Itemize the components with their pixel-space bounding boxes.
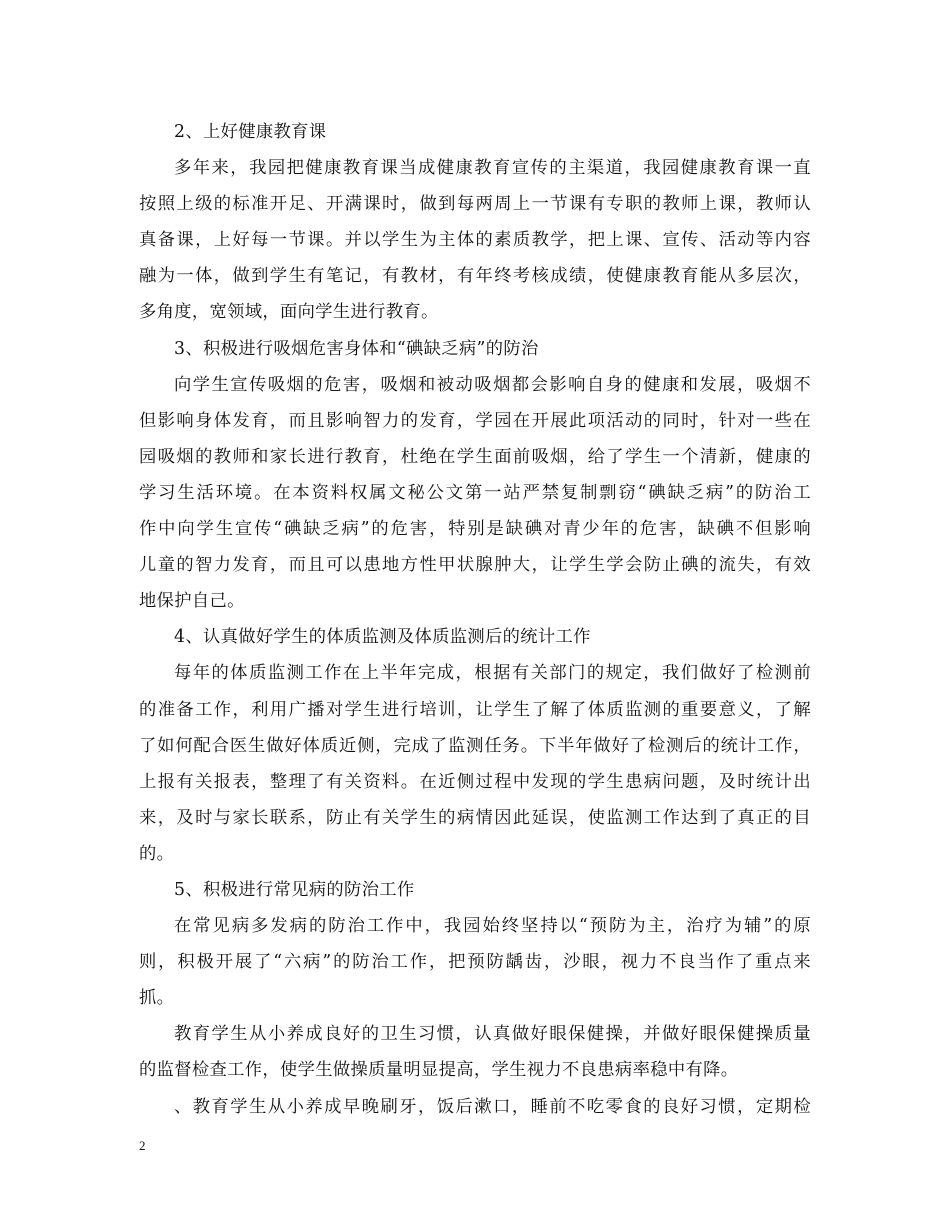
paragraph-line: 上报有关报表，整理了有关资料。在近侧过程中发现的学生患病问题，及时统计出 [139,771,811,792]
paragraph-line: 了如何配合医生做好体质近侧，完成了监测任务。下半年做好了检测后的统计工作， [139,735,811,756]
paragraph-line: 抓。 [139,988,175,1009]
paragraph-line: 园吸烟的教师和家长进行教育，杜绝在学生面前吸烟，给了学生一个清新，健康的 [139,446,811,467]
paragraph-line: 地保护自己。 [139,591,245,612]
paragraph-line: 多角度，宽领域，面向学生进行教育。 [139,302,439,323]
paragraph-line: 真备课，上好每一节课。并以学生为主体的素质教学，把上课、宣传、活动等内容 [139,230,811,251]
paragraph-line: 则，积极开展了“六病”的防治工作，把预防龋齿，沙眼，视力不良当作了重点来 [139,952,811,973]
paragraph-line: 但影响身体发育，而且影响智力的发育，学园在开展此项活动的同时，针对一些在 [139,410,811,431]
paragraph-line: 按照上级的标准开足、开满课时，做到每两周上一节课有专职的教师上课，教师认 [139,194,811,215]
section-heading: 5、积极进行常见病的防治工作 [174,879,415,900]
paragraph-line: 的监督检查工作，使学生做操质量明显提高，学生视力不良患病率稳中有降。 [139,1060,739,1081]
paragraph-line: 向学生宣传吸烟的危害，吸烟和被动吸烟都会影响自身的健康和发展，吸烟不 [174,374,811,395]
paragraph-line: 的准备工作，利用广播对学生进行培训，让学生了解了体质监测的重要意义，了解 [139,699,811,720]
paragraph-line: 多年来，我园把健康教育课当成健康教育宣传的主渠道，我园健康教育课一直 [174,158,811,179]
paragraph-line: 教育学生从小养成良好的卫生习惯，认真做好眼保健操，并做好眼保健操质量 [174,1024,811,1045]
paragraph-line: 儿童的智力发育，而且可以患地方性甲状腺肿大，让学生学会防止碘的流失，有效 [139,555,811,576]
paragraph-line: 每年的体质监测工作在上半年完成，根据有关部门的规定，我们做好了检测前 [174,663,811,684]
body-text [139,114,811,1125]
paragraph-line: 学习生活环境。在本资料权属文秘公文第一站严禁复制剽窃“碘缺乏病”的防治工 [139,482,811,503]
page-number: 2 [139,1138,146,1153]
section-heading: 3、积极进行吸烟危害身体和“碘缺乏病”的防治 [174,338,539,359]
section-heading: 4、认真做好学生的体质监测及体质监测后的统计工作 [174,627,591,648]
paragraph-line: 的。 [139,843,175,864]
paragraph-line: 在常见病多发病的防治工作中，我园始终坚持以“预防为主，治疗为辅”的原 [174,916,811,937]
section-heading: 2、上好健康教育课 [174,122,327,142]
paragraph-line: 融为一体，做到学生有笔记，有教材，有年终考核成绩，使健康教育能从多层次， [139,266,811,287]
paragraph-line: 作中向学生宣传“碘缺乏病”的危害，特别是缺碘对青少年的危害，缺碘不但影响 [139,519,811,540]
paragraph-line: 、教育学生从小养成早晚刷牙，饭后漱口，睡前不吃零食的良好习惯，定期检 [174,1096,811,1117]
paragraph-line: 来，及时与家长联系，防止有关学生的病情因此延误，使监测工作达到了真正的目 [139,807,811,828]
